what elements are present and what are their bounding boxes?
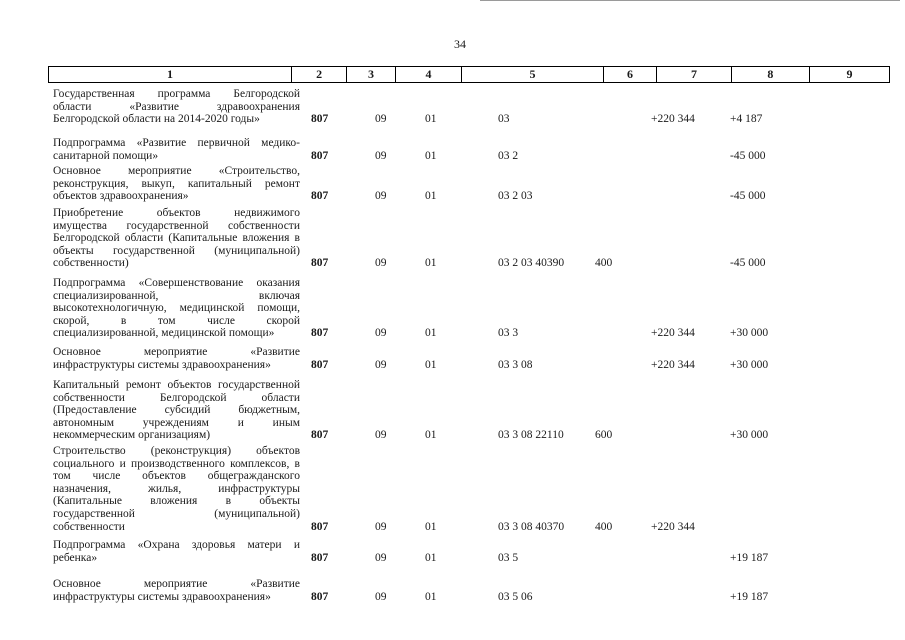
- row-name: [53, 578, 300, 603]
- row-name: [53, 88, 300, 126]
- subsection-code: 01: [425, 551, 437, 564]
- row-name-line: социального и производственного комплексов, в: [53, 457, 300, 470]
- header-cell-7: 7: [657, 67, 731, 82]
- header-cell-1: 1: [49, 67, 292, 82]
- row-name-line: Белгородской области (Капитальные вложения в: [53, 232, 300, 245]
- row-name-line: Приобретение объектов недвижимого: [53, 207, 300, 219]
- column-8-amount: -45 000: [730, 149, 766, 162]
- ministry-code: 807: [311, 429, 329, 442]
- row-name-line: реконструкция, выкуп, капитальный ремонт: [53, 177, 300, 190]
- ministry-code: 807: [311, 590, 329, 603]
- column-8-amount: -45 000: [730, 190, 766, 203]
- subsection-code: 01: [425, 190, 437, 203]
- target-article-code: 03 3 08: [498, 358, 533, 371]
- column-8-amount: +19 187: [730, 590, 769, 603]
- section-code: 09: [375, 520, 387, 533]
- row-name: [53, 539, 300, 564]
- column-7-amount: +220 344: [651, 113, 695, 126]
- target-article-code: 03 2 03: [498, 190, 533, 203]
- row-name-line: инфраструктуры системы здравоохранения»: [53, 358, 271, 371]
- subsection-code: 01: [425, 113, 437, 126]
- row-name-line: Основное мероприятие «Строительство,: [53, 165, 300, 177]
- table-header: [48, 66, 890, 83]
- target-article-code: 03 3 08 40370: [498, 520, 565, 533]
- target-article-code: 03 5: [498, 551, 519, 564]
- target-article-code: 03 3 08 22110: [498, 429, 564, 442]
- row-name: [53, 379, 300, 442]
- expense-type-code: 400: [595, 520, 613, 533]
- row-name-line: собственности: [53, 520, 125, 533]
- target-article-code: 03 5 06: [498, 590, 533, 603]
- row-name-line: инфраструктуры системы здравоохранения»: [53, 590, 271, 603]
- row-name-line: Государственная программа Белгородской: [53, 88, 300, 100]
- subsection-code: 01: [425, 429, 437, 442]
- row-name-line: высокотехнологичную, медицинской помощи,: [53, 302, 300, 315]
- expense-type-code: 600: [595, 429, 613, 442]
- row-name-line: государственной (муниципальной): [53, 507, 300, 520]
- ministry-code: 807: [311, 358, 329, 371]
- ministry-code: 807: [311, 149, 329, 162]
- column-8-amount: -45 000: [730, 257, 766, 270]
- section-code: 09: [375, 590, 387, 603]
- subsection-code: 01: [425, 257, 437, 270]
- ministry-code: 807: [311, 520, 329, 533]
- row-name-line: том числе объектов общегражданского: [53, 470, 300, 483]
- ministry-code: 807: [311, 190, 329, 203]
- row-name-line: Капитальный ремонт объектов государственной: [53, 379, 300, 391]
- row-name: [53, 165, 300, 203]
- row-name-line: Белгородской области на 2014-2020 годы»: [53, 113, 260, 126]
- header-cell-6: 6: [604, 67, 658, 82]
- row-name: [53, 277, 300, 340]
- section-code: 09: [375, 327, 387, 340]
- ministry-code: 807: [311, 551, 329, 564]
- row-name: [53, 346, 300, 371]
- target-article-code: 03: [498, 113, 510, 126]
- column-7-amount: +220 344: [651, 358, 695, 371]
- row-name-line: ребенка»: [53, 551, 98, 564]
- section-code: 09: [375, 551, 387, 564]
- row-name-line: Подпрограмма «Развитие первичной медико-: [53, 137, 300, 149]
- column-8-amount: +30 000: [730, 327, 769, 340]
- ministry-code: 807: [311, 327, 329, 340]
- row-name: [53, 137, 300, 162]
- row-name-line: (Предоставление субсидий бюджетным,: [53, 404, 300, 417]
- header-cell-8: 8: [732, 67, 810, 82]
- row-name-line: Подпрограмма «Совершенствование оказания: [53, 277, 300, 289]
- column-8-amount: +30 000: [730, 358, 769, 371]
- column-7-amount: +220 344: [651, 327, 695, 340]
- column-8-amount: +30 000: [730, 429, 769, 442]
- subsection-code: 01: [425, 590, 437, 603]
- section-code: 09: [375, 257, 387, 270]
- page-number: 34: [454, 37, 466, 51]
- row-name-line: объекты государственной (муниципальной): [53, 244, 300, 257]
- row-name-line: Основное мероприятие «Развитие: [53, 346, 300, 358]
- row-name-line: имущества государственной собственности: [53, 219, 300, 232]
- ministry-code: 807: [311, 113, 329, 126]
- row-name-line: объектов здравоохранения»: [53, 190, 189, 203]
- subsection-code: 01: [425, 520, 437, 533]
- section-code: 09: [375, 149, 387, 162]
- section-code: 09: [375, 429, 387, 442]
- row-name-line: собственности): [53, 257, 129, 270]
- header-cell-5: 5: [462, 67, 603, 82]
- row-name-line: Строительство (реконструкция) объектов: [53, 445, 300, 457]
- row-name-line: санитарной помощи»: [53, 149, 159, 162]
- row-name-line: (Капитальные вложения в объекты: [53, 495, 300, 508]
- row-name-line: Основное мероприятие «Развитие: [53, 578, 300, 590]
- section-code: 09: [375, 190, 387, 203]
- row-name-line: скорой, в том числе скорой: [53, 314, 300, 327]
- subsection-code: 01: [425, 358, 437, 371]
- row-name-line: Подпрограмма «Охрана здоровья матери и: [53, 539, 300, 551]
- header-cell-3: 3: [347, 67, 395, 82]
- section-code: 09: [375, 358, 387, 371]
- row-name-line: автономным учреждениям и иным: [53, 416, 300, 429]
- column-8-amount: +19 187: [730, 551, 769, 564]
- row-name: [53, 207, 300, 270]
- row-name-line: назначения, жилья, инфраструктуры: [53, 482, 300, 495]
- target-article-code: 03 2: [498, 149, 519, 162]
- row-name-line: области «Развитие здравоохранения: [53, 100, 300, 113]
- expense-type-code: 400: [595, 257, 613, 270]
- column-8-amount: +4 187: [730, 113, 763, 126]
- subsection-code: 01: [425, 149, 437, 162]
- column-7-amount: +220 344: [651, 520, 695, 533]
- ministry-code: 807: [311, 257, 329, 270]
- row-name-line: специализированной, медицинской помощи»: [53, 327, 275, 340]
- header-cell-9: 9: [846, 67, 853, 81]
- subsection-code: 01: [425, 327, 437, 340]
- row-name-line: собственности Белгородской области: [53, 391, 300, 404]
- target-article-code: 03 2 03 40390: [498, 257, 565, 270]
- row-name: [53, 445, 300, 533]
- header-cell-2: 2: [292, 67, 348, 82]
- header-cell-4: 4: [396, 67, 463, 82]
- section-code: 09: [375, 113, 387, 126]
- target-article-code: 03 3: [498, 327, 519, 340]
- row-name-line: некоммерческим организациям): [53, 429, 211, 442]
- row-name-line: специализированной, включая: [53, 289, 300, 302]
- scan-top-rule: [480, 0, 900, 1]
